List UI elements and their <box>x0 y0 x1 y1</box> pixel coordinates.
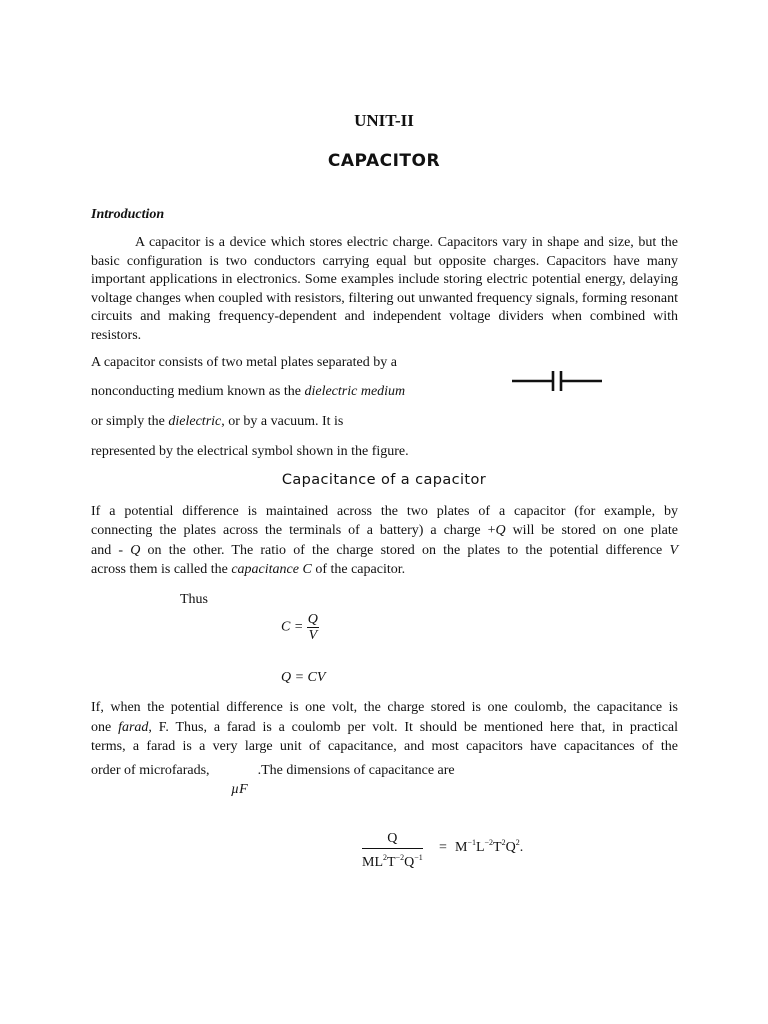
structure-text: nonconducting medium known as the <box>91 384 305 399</box>
dim-term: . <box>519 840 524 855</box>
capacitance-line-4 <box>91 562 405 578</box>
voltage-symbol: V <box>669 543 678 558</box>
dim-exponent: 2 <box>515 838 520 847</box>
dim-exponent: −2 <box>395 853 405 862</box>
dim-term: T <box>387 855 396 870</box>
capacitance-text: on the other. The ratio of the charge stored on the plates to the potential difference <box>140 543 670 558</box>
page-title: CAPACITOR <box>327 151 441 171</box>
structure-line-1: A capacitor consists of two metal plates separated by a <box>91 355 397 370</box>
dim-exponent: −2 <box>484 838 494 847</box>
dim-exponent: −1 <box>467 838 476 847</box>
formula-charge: Q = CV <box>281 670 326 685</box>
charge-symbol: Q <box>495 523 506 538</box>
formula-fraction <box>307 612 319 643</box>
dim-term: T <box>493 840 502 855</box>
dim-term: ML <box>362 855 383 870</box>
capacitance-text: across them is called the <box>91 562 232 577</box>
dimension-fraction <box>362 830 423 872</box>
farad-term: farad <box>118 720 149 735</box>
farad-text: one <box>91 720 119 735</box>
dim-exponent: −1 <box>414 853 423 862</box>
dim-term: Q <box>404 855 415 870</box>
capacitance-line-2 <box>91 523 678 539</box>
farad-line-4 <box>91 763 455 779</box>
capacitance-line-3 <box>91 543 678 559</box>
formula-capacitance <box>281 612 319 643</box>
unit-heading: UNIT-II <box>354 111 414 130</box>
charge-symbol: Q <box>130 543 141 558</box>
farad-text: order of microfarads, <box>91 763 210 778</box>
structure-line-3 <box>91 414 343 430</box>
capacitance-text: connecting the plates across the terminals of a battery) a charge + <box>91 523 496 538</box>
dim-exponent: 2 <box>501 838 506 847</box>
dimension-equals: = <box>439 840 447 855</box>
intro-paragraph <box>91 234 678 346</box>
formula-denominator: V <box>308 628 318 643</box>
formula-numerator: Q <box>307 612 318 627</box>
intro-paragraph-text: A capacitor is a device which stores electric charge. Capacitors vary in shape and size, but the basic configuration is two conductors carrying equal but opposite charges. Capacitors have many important applications in electronics. Some examples include storing electric potential energy, delaying voltage changes when coupled with resistors, filtering out unwanted frequency signals, forming resonant circuits and making frequency-dependent and independent voltage dividers when combined with resistors. <box>91 235 678 343</box>
dielectric-medium-term: dielectric medium <box>304 384 406 399</box>
capacitance-text: will be stored on one plate <box>505 523 678 538</box>
microfarad-symbol: µF <box>231 782 248 797</box>
dim-exponent: 2 <box>383 853 387 862</box>
dielectric-term: dielectric <box>168 414 222 429</box>
farad-text: .The dimensions of capacitance are <box>257 763 455 778</box>
capacitance-section-heading: Capacitance of a capacitor <box>281 472 487 488</box>
capacitor-symbol-icon <box>510 370 605 392</box>
introduction-heading: Introduction <box>91 207 165 222</box>
farad-line-3: terms, a farad is a very large unit of capacitance, and most capacitors have capacitances of the <box>91 739 678 754</box>
farad-line-1: If, when the potential difference is one volt, the charge stored is one coulomb, the capacitance is <box>91 700 678 715</box>
capacitance-text: of the capacitor. <box>311 562 406 577</box>
capacitance-term: capacitance C <box>231 562 312 577</box>
structure-line-4: represented by the electrical symbol shown in the figure. <box>91 444 409 459</box>
dimension-numerator: Q <box>362 830 423 849</box>
capacitance-line-1: If a potential difference is maintained across the two plates of a capacitor (for example, by <box>91 504 678 519</box>
dimension-denominator <box>362 849 423 872</box>
structure-text: or simply the <box>91 414 169 429</box>
farad-line-2 <box>91 720 678 736</box>
formula-lhs: C = <box>281 619 304 635</box>
capacitance-text: and - <box>91 543 131 558</box>
farad-text: , F. Thus, a farad is a coulomb per volt. It should be mentioned here that, in practical <box>148 720 679 735</box>
dim-term: Q <box>505 840 516 855</box>
dim-term: L <box>475 840 485 855</box>
dim-term: M <box>455 840 468 855</box>
thus-label: Thus <box>180 592 208 607</box>
dimension-result <box>455 838 523 856</box>
structure-text: , or by a vacuum. It is <box>221 414 344 429</box>
structure-line-2 <box>91 384 405 400</box>
